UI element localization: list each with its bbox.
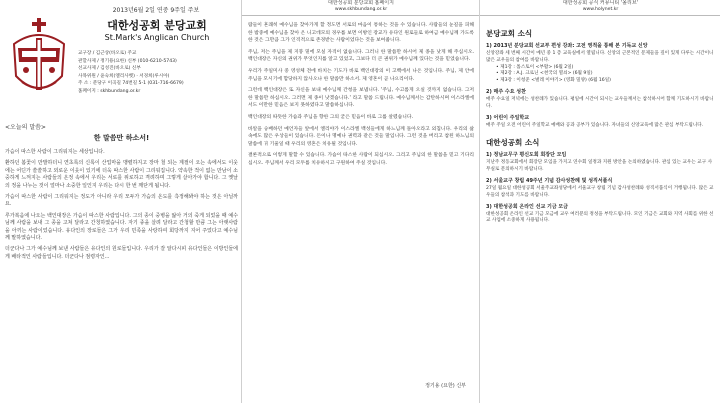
news-item-title: 3) 대한성공회 온라인 선교 기금 모금 xyxy=(486,203,569,210)
news-bullet: • 제1강 : 톨스토이 <부활> (6월 2일) xyxy=(496,64,574,70)
community-title: 대한성공회 공식 커뮤니티 '올리브' xyxy=(562,0,639,6)
issue-date: 2013년6월 2일 연중 9주일 주보 xyxy=(112,7,200,14)
bundang-news-heading: 분당교회 소식 xyxy=(486,29,533,38)
info-line: 선교사제 / 김성진(바오로) 신부 xyxy=(78,66,141,72)
homepage-title: 대한성공회 분당교회 홈페이지 xyxy=(328,0,394,6)
news-item-title: 1) 2013년 분당교회 선교부 편성 강좌: 고전 영적을 통해 본 기독교 신앙 xyxy=(486,43,648,49)
page-header xyxy=(242,0,480,16)
news-item-text: 매주 주일 오전 어린이 주일학교 예배와 공과 공부가 있습니다. 자녀들의 신앙교육에 많은 관심 부탁드립니다. xyxy=(486,122,704,128)
news-bullet: • 제3강 : 이청준 <벌레 이야기> (영화 밀양) (6월 16일) xyxy=(496,78,611,84)
news-item-text: 매주 수요일 저녁에는 성찬례가 있습니다. 평일에 시간이 되시는 교우들께서는 참석하시어 함께 기도하시기 바랍니다. xyxy=(486,96,714,109)
homepage-url: www.skhbundang.or.kr xyxy=(334,7,388,12)
news-item-text: 대한성공회 온라인 선교 기금 모금에 교우 여러분의 정성을 부탁드립니다. 모인 기금은 교회와 지역 사회를 위한 선교 사업에 소중하게 사용됩니다. xyxy=(486,211,714,224)
sermon-paragraph: 바알을 숭배하던 예언자들 앞에서 엘리야가 이스라엘 백성들에게 하느님께 돌아오라고 외칩니다. 우리의 삶 속에도 많은 우상들이 있습니다. 돈이나 명예나 권력과 같은 것들 말입니다. 그런 것을 버리고 참된 하느님의 말씀에 귀 기울일 때 우리의 영혼은 치유될 것입니다. xyxy=(248,126,474,147)
info-line: 홈페이지 : skhbundang.or.kr xyxy=(78,88,141,94)
news-item-title: 2) 서울교구 창립 49주년 기념 감사성찬례 및 성직서품식 xyxy=(486,177,613,184)
sermon-paragraph: 우리가 주일미사 중 영성체 전에 바치는 기도가 바로 백인대장의 이 고백에서 나온 것입니다. 주님, 제 안에 주님을 모시기에 합당하지 않사오나 한 말씀만 하소서. 제 영혼이 곧 나으리이다. xyxy=(248,68,474,82)
news-item-title: 2) 매주 수요 성찬 xyxy=(486,88,526,95)
bulletin-page-1 xyxy=(0,0,241,403)
news-item-text: 27일 월요일 대한성공회 서울주교좌성당에서 서울교구 창립 기념 감사성찬례와 성직서품식이 거행됩니다. 많은 교우들의 참석과 기도를 바랍니다. xyxy=(486,185,714,198)
page-header xyxy=(480,0,720,16)
news-item-text: 신앙강좌 세 번째 시간이 예년 중 1 층 교육실에서 열립니다. 신앙의 근본적인 문제들을 깊이 있게 다루는 시간이니 많은 교우들의 참여를 바랍니다. xyxy=(486,51,714,63)
church-name-english: St.Mark's Anglican Church xyxy=(104,33,210,42)
news-item-title: 1) 정남교무구 평신도회 회장단 모임 xyxy=(486,152,567,159)
community-url: www.holynet.kr xyxy=(582,7,619,12)
info-line: 관할사제 / 정기용(요한) 신부 (010-6210-5743) xyxy=(78,58,177,64)
sermon-paragraph: 결론적으로 이렇게 말할 수 있습니다. 가슴이 따스한 사람이 되십시오. 그리고 주님의 한 말씀을 믿고 기다리십시오. 주님께서 우리 모두를 치유하시고 구원하여 주실 것입니다. xyxy=(248,153,474,166)
sermon-continued xyxy=(248,22,474,172)
news-column xyxy=(486,24,716,225)
sermon-title: 한 말씀만 하소서! xyxy=(93,134,150,142)
info-line: 사목위원 / 윤숙희(엘리사벳) · 서경희(루시아) xyxy=(78,73,170,79)
sermon-paragraph: 가슴이 따스한 사람이 그리워지는 세상입니다. xyxy=(5,149,105,155)
section-label: <오늘의 말씀> xyxy=(5,124,46,131)
sermon-paragraph: 주님, 저는 주님을 제 지붕 밑에 모실 자격이 없습니다. 그러니 한 말씀만 하시어 제 종을 낫게 해 주십시오. 백인대장은 자신의 권위가 무엇인지를 알고 있었고, 그보다 더 큰 권위가 예수님께 있다는 것을 믿었습니다. xyxy=(248,49,474,63)
sermon-paragraph: 가슴이 따스한 사람이 그리워지는 정도가 아니라 우리 모두가 가슴의 온도를 측정해봐야 하는 것은 아닐까요. xyxy=(5,194,238,208)
sermon-paragraph: 그런데 백인대장은 또 자신을 보내 예수님께 간청을 보냅니다. '주님, 수고롭게 오실 것까지 없습니다. 그저 한 말씀만 하십시오. 그러면 제 종이 낫겠습니다.' 라고 말씀 드립니다. 예수님께서는 감탄하시며 이스라엘에서도 이만한 믿음은 보지 못하였다고 말씀하십니다. xyxy=(248,88,474,109)
sermon-paragraph: 환하던 봄꽃이 만발하더니 연초록의 신록이 산업마을 맹렬하지고 장마 철 되는 계절이 오는 속에서도 이웃에는 어딘가 쓸쓸하고 외로운 이웃이 있기에 더욱 따스한 사람이 그리워집니다. 약속한 적이 없는 만남이 소중하게 느껴지는 사람들의 온정 속에서 우리는 서로를 위로하고 격려하며 그렇게 살아가야 합니다. 그 옛날의 정을 나누는 것이 얼마나 소중한 일인지 우리는 다시 한 번 깨닫게 됩니다. xyxy=(5,160,238,189)
sermon-paragraph: 루가복음에 나오는 백인대장은 가슴이 따스한 사람입니다. 그의 종이 중병을 앓아 거의 죽게 되었을 때 예수님께 사람을 보내 그 종을 고쳐 달라고 간청하였습니다. 자기 종을 살려 달라고 간청할 만큼 그는 아랫사람을 아끼는 사람이었습니다. 유다인의 장로들은 그가 우리 민족을 사랑하여 회당까지 지어 주었다고 예수님께 말하였습니다. xyxy=(5,212,238,242)
sermon-paragraph: 백인대장의 따뜻한 가슴과 주님을 향한 그의 굳은 믿음이 바로 그를 살렸습니다. xyxy=(248,114,414,120)
bulletin-page-2 xyxy=(241,0,480,403)
news-item-text: 지난주 정동교회에서 회장단 모임을 가지고 연수회 일정과 지원 방안을 논의하였습니다. 관심 있는 교우는 교구 사무실로 문의하시기 바랍니다. xyxy=(486,160,713,173)
news-item-title: 3) 어린이 주일학교 xyxy=(486,114,530,121)
sermon-paragraph: 람들이 흔쾌히 예수님을 찾아가게 할 정도면 서로의 마음이 통하는 것을 수 있습니다. 사람들의 눈길을 피해 한 밤중에 예수님을 찾아 온 니고데모의 경우를 보면 이방인 장교가 유다인 원로들로 하여금 예수님께 가도록 한 것은 그만큼 그가 인격적으로 존경받는 사람이었다는 것을 보여줍니다. xyxy=(248,23,474,44)
church-name-korean: 대한성공회 분당교회 xyxy=(107,19,207,32)
sermon-paragraph: 더군다나 그가 예수님께 보낸 사람들은 유다인의 원로들입니다. 우리가 잘 알다시피 유다인들은 이방인들에게 배타적인 사람들입니다. 더군다나 점령자인... xyxy=(5,246,238,260)
news-bullet: • 제2강 : A.J. 크로닌 <천국의 열쇠> (6월 9일) xyxy=(496,71,593,77)
bulletin-page-3 xyxy=(479,0,720,403)
info-line: 주 소 : 분당구 이곡길 74번길 5-1 (031-716-6679) xyxy=(78,81,184,87)
church-info xyxy=(78,50,240,96)
pastor-signature: 정기용 (요한) 신부 xyxy=(425,383,466,389)
church-emblem-icon xyxy=(8,18,70,102)
anglican-news-heading: 대한성공회 소식 xyxy=(486,138,540,148)
info-line: 교구장 / 김근상(바오로) 주교 xyxy=(78,51,137,56)
sermon-column xyxy=(5,122,238,265)
bulletin-header xyxy=(0,0,241,122)
